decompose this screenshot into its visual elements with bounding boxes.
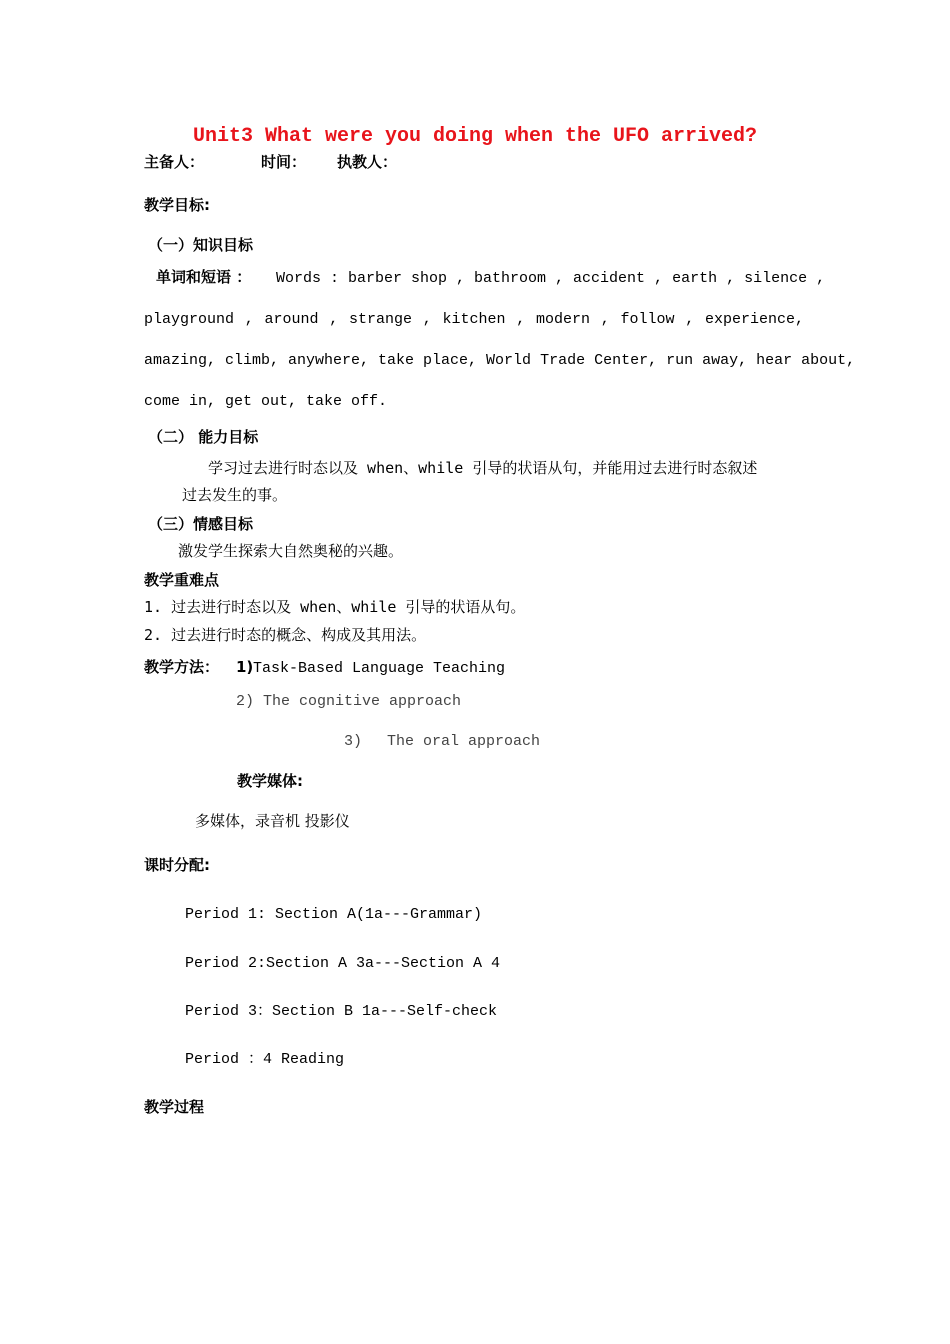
vocab-line-1: Words : barber shop , bathroom , accident , earth , silence , [276,270,826,287]
vocab-line-4: come in, get out, take off. [144,393,388,410]
preparer-label: 主备人： [144,153,205,171]
method-3-text: The oral approach [387,733,541,750]
method-1-number: 1) [236,658,254,676]
objectives-heading: 教学目标: [144,196,210,214]
ability-line-1: 学习过去进行时态以及 when、while 引导的状语从句，并能用过去进行时态叙述 [208,459,758,477]
media-heading: 教学媒体: [237,772,303,790]
key-point-2: 2. 过去进行时态的概念、构成及其用法。 [144,626,427,644]
method-2: 2) The cognitive approach [236,693,462,710]
vocab-line-2: playground , around , strange , kitchen , modern , follow , experience, [144,311,804,328]
knowledge-heading: （一）知识目标 [148,236,254,254]
time-label: 时间： [261,153,307,171]
period-item-1: Period 1: Section A(1a---Grammar) [185,906,483,923]
period-item-3: Period 3：Section B 1a---Self-check [185,1003,498,1020]
method-1-text: Task-Based Language Teaching [253,660,506,677]
vocab-line-3: amazing, climb, anywhere, take place, World Trade Center, run away, hear about, [144,352,856,369]
key-points-heading: 教学重难点 [144,571,220,589]
key-point-1: 1. 过去进行时态以及 when、while 引导的状语从句。 [144,598,526,616]
words-label: 单词和短语 ： [156,268,252,286]
ability-heading: （二） 能力目标 [148,428,259,446]
emotion-text: 激发学生探索大自然奥秘的兴趣。 [178,542,404,560]
emotion-heading: （三）情感目标 [148,515,254,533]
method-3-number: 3) [344,733,363,750]
document-title: Unit3 What were you doing when the UFO arrived? [192,125,758,148]
periods-heading: 课时分配: [144,856,210,874]
ability-line-2: 过去发生的事。 [182,486,288,504]
teacher-label: 执教人： [337,153,398,171]
period-item-4: Period ：4 Reading [185,1051,345,1068]
methods-heading: 教学方法： [144,658,220,676]
process-heading: 教学过程 [144,1098,205,1116]
period-item-2: Period 2:Section A 3a---Section A 4 [185,955,501,972]
media-text: 多媒体，录音机 投影仪 [195,812,350,830]
